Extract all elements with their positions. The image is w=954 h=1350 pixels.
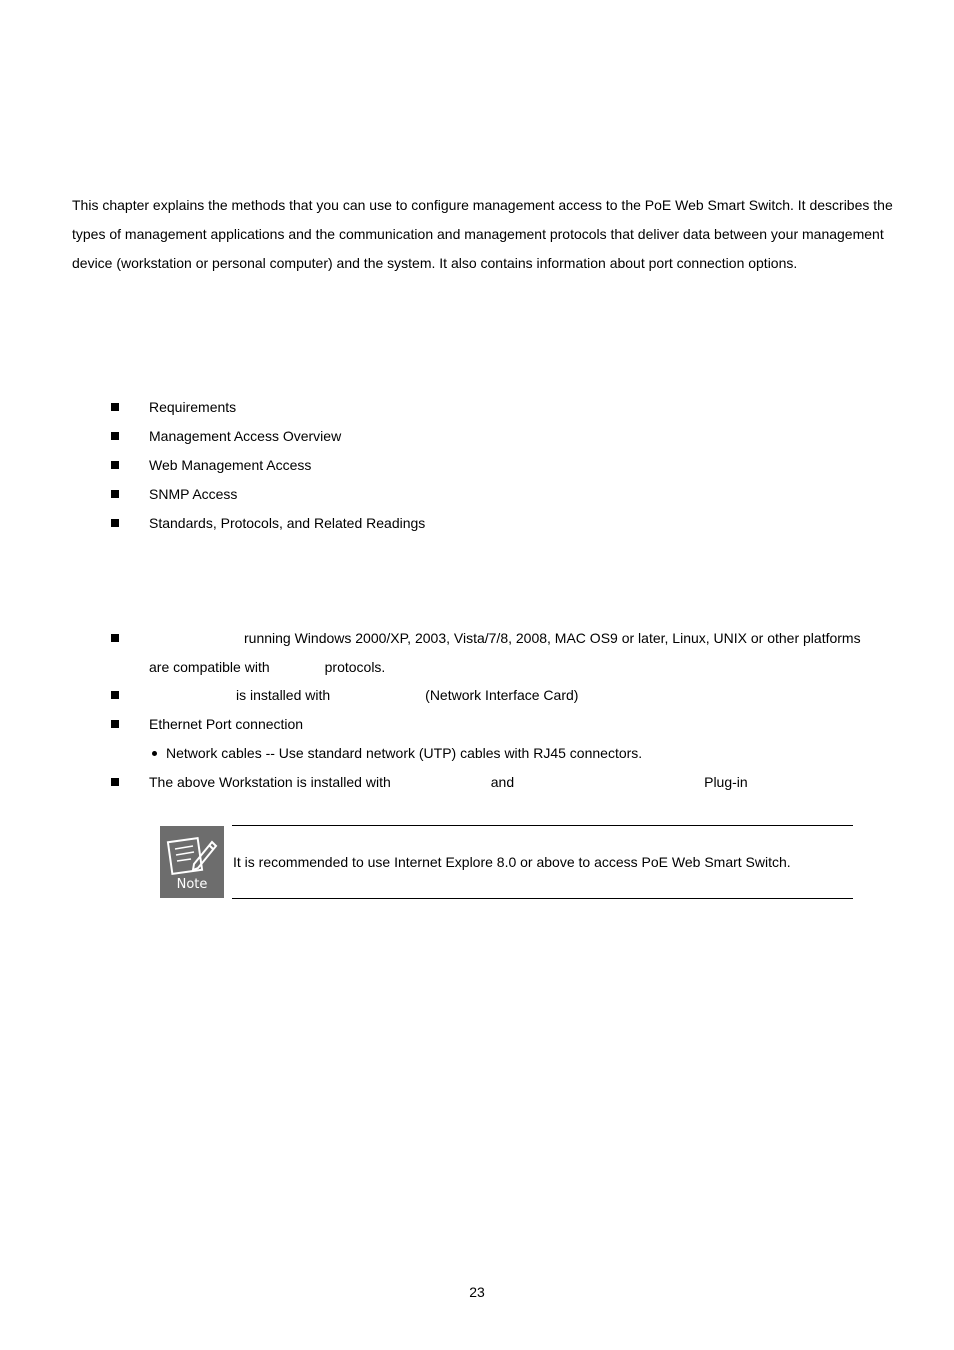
requirement-ethernet-text: Ethernet Port connection [149, 716, 304, 732]
requirement-installed-text: is installed with [236, 687, 331, 703]
requirement-and-text: and [490, 774, 515, 790]
round-bullet-icon [152, 751, 157, 756]
list-item [110, 393, 425, 422]
note-label: Note [176, 877, 208, 892]
list-item-label: SNMP Access [149, 486, 238, 502]
requirements-list [110, 624, 861, 797]
list-item-label: Standards, Protocols, and Related Readings [149, 515, 426, 531]
requirement-ethernet [110, 710, 861, 739]
square-bullet-icon [111, 691, 119, 699]
list-item-label: Requirements [149, 399, 237, 415]
square-bullet-icon [111, 432, 119, 440]
requirement-nic-text: (Network Interface Card) [425, 687, 579, 703]
requirement-plugin-text: Plug-in [704, 774, 748, 790]
square-bullet-icon [111, 720, 119, 728]
list-item-label: Management Access Overview [149, 428, 342, 444]
contents-list [110, 393, 425, 538]
square-bullet-icon [111, 490, 119, 498]
requirement-protocols-text: protocols. [324, 659, 386, 675]
requirement-workstation [110, 624, 861, 681]
requirement-browser [110, 768, 861, 797]
square-bullet-icon [111, 778, 119, 786]
note-bottom-rule [232, 898, 853, 899]
requirement-cables-text: Network cables -- Use standard network (UTP) cables with RJ45 connectors. [166, 745, 643, 761]
note-pencil-icon [160, 826, 224, 898]
page-number: 23 [469, 1284, 485, 1300]
list-item [110, 422, 425, 451]
requirement-browser-text: The above Workstation is installed with [149, 774, 391, 790]
list-item [110, 509, 425, 538]
square-bullet-icon [111, 403, 119, 411]
list-item [110, 480, 425, 509]
list-item [110, 451, 425, 480]
square-bullet-icon [111, 461, 119, 469]
note-top-rule [232, 825, 853, 826]
requirement-nic [110, 681, 861, 710]
note-text: It is recommended to use Internet Explore 8.0 or above to access PoE Web Smart Switch. [233, 854, 791, 870]
list-item-label: Web Management Access [149, 457, 312, 473]
requirement-cables [110, 739, 861, 768]
intro-paragraph: This chapter explains the methods that you can use to configure management access to the PoE Web Smart Switch. It describes the types of management applications and the communication and management protocols that deliver data between your management device (workstation or personal computer) and the system. It also contains information about port connection options. [72, 197, 893, 271]
square-bullet-icon [111, 519, 119, 527]
requirement-os-text: running Windows 2000/XP, 2003, Vista/7/8, 2008, MAC OS9 or later, Linux, UNIX or other platforms [244, 630, 861, 646]
square-bullet-icon [111, 634, 119, 642]
requirement-compatible-text: are compatible with [149, 659, 270, 675]
